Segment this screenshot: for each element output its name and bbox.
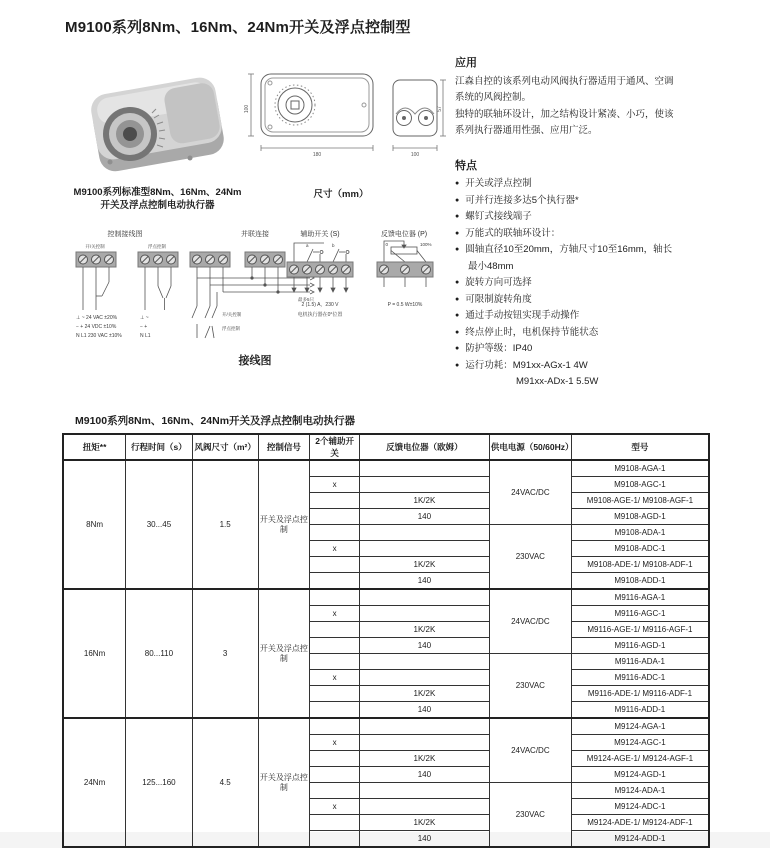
bullet-icon: ● bbox=[455, 295, 460, 303]
pot-leads bbox=[384, 277, 426, 287]
potentiometer-cell bbox=[359, 654, 489, 670]
bullet-icon: ● bbox=[455, 279, 460, 286]
torque-cell: 8Nm bbox=[63, 460, 126, 589]
control-wiring-title: 控制接线图 bbox=[107, 231, 143, 238]
bullet-icon: ● bbox=[455, 345, 460, 352]
model-cell: M9116-ADE-1/ M9116-ADF-1 bbox=[571, 686, 709, 702]
potentiometer-cell bbox=[359, 799, 489, 815]
dimensions-caption: 尺寸（mm） bbox=[313, 189, 369, 200]
aux-switch-cell bbox=[310, 751, 360, 767]
supply-cell: 230VAC bbox=[489, 783, 571, 848]
application-heading: 应用 bbox=[455, 57, 477, 69]
bus-wires bbox=[192, 267, 314, 338]
control-signal-cell: 开关及浮点控制 bbox=[258, 460, 310, 589]
model-cell: M9116-AGC-1 bbox=[571, 606, 709, 622]
model-cell: M9116-AGE-1/ M9116-AGF-1 bbox=[571, 622, 709, 638]
application-line: 江森自控的该系列电动风阀执行器适用于通风、空调 bbox=[455, 75, 674, 87]
aux-switch-cell bbox=[310, 493, 360, 509]
dim-side-height: 57 bbox=[437, 106, 443, 112]
model-cell: M9116-ADC-1 bbox=[571, 670, 709, 686]
aux-switch-cell bbox=[310, 460, 360, 477]
model-cell: M9108-AGA-1 bbox=[571, 460, 709, 477]
right-column bbox=[455, 55, 747, 391]
feature-item bbox=[455, 209, 747, 226]
potentiometer-cell: 140 bbox=[359, 702, 489, 719]
aux-a-label: a bbox=[306, 243, 309, 248]
supply-cell: 230VAC bbox=[489, 654, 571, 719]
feature-item bbox=[455, 308, 747, 325]
feature-text: 终点停止时，电机保持节能状态 bbox=[465, 326, 599, 338]
aux-switch-cell bbox=[310, 525, 360, 541]
feature-text: 可并行连接多达5个执行器* bbox=[465, 194, 579, 206]
supply-row: N L1 230 VAC ±10% bbox=[76, 333, 122, 339]
aux-switch-cell bbox=[310, 557, 360, 573]
bullet-icon: ● bbox=[455, 196, 460, 204]
potentiometer-cell: 1K/2K bbox=[359, 622, 489, 638]
column-header: 行程时间（s） bbox=[126, 434, 193, 460]
feature-text: 开关或浮点控制 bbox=[465, 178, 532, 189]
table-body bbox=[63, 460, 709, 847]
pot-title: 反馈电位器 (P) bbox=[380, 231, 428, 238]
potentiometer-cell bbox=[359, 541, 489, 557]
bullet-icon: ● bbox=[455, 328, 460, 336]
feature-item bbox=[455, 292, 747, 309]
parallel-connection-diagram bbox=[190, 229, 314, 338]
application-line: 系统的风阀控制。 bbox=[455, 92, 532, 103]
potentiometer-cell bbox=[359, 477, 489, 493]
potentiometer-cell: 1K/2K bbox=[359, 557, 489, 573]
model-cell: M9124-AGC-1 bbox=[571, 735, 709, 751]
terminal-block bbox=[287, 262, 353, 277]
wiring-caption: 接线图 bbox=[238, 355, 272, 367]
aux-switch-cell bbox=[310, 638, 360, 654]
potentiometer-cell: 140 bbox=[359, 509, 489, 525]
feature-text: 螺钉式接线端子 bbox=[465, 211, 532, 222]
aux-switch-cell bbox=[310, 686, 360, 702]
aux-switch-cell bbox=[310, 815, 360, 831]
model-cell: M9116-ADA-1 bbox=[571, 654, 709, 670]
control-wiring-diagram bbox=[76, 229, 178, 339]
control-signal-cell: 开关及浮点控制 bbox=[258, 589, 310, 718]
terminal-block bbox=[76, 252, 116, 267]
feature-text: 万能式的联轴环设计： bbox=[465, 227, 561, 239]
supply-cell: 24VAC/DC bbox=[489, 718, 571, 783]
supply-cell: 230VAC bbox=[489, 525, 571, 590]
aux-rating: 2 (1.5) A，230 V bbox=[301, 302, 339, 308]
model-cell: M9124-ADC-1 bbox=[571, 799, 709, 815]
aux-switch-cell bbox=[310, 831, 360, 848]
model-cell: M9108-ADD-1 bbox=[571, 573, 709, 590]
page-title: M9100系列8Nm、16Nm、24Nm开关及浮点控制型 bbox=[65, 19, 411, 36]
parallel-floating-label: 浮点控制 bbox=[222, 326, 240, 331]
column-header: 扭矩** bbox=[63, 434, 126, 460]
application-text bbox=[455, 74, 747, 140]
model-cell: M9108-AGC-1 bbox=[571, 477, 709, 493]
feature-text: 通过手动按钮实现手动操作 bbox=[465, 310, 580, 321]
front-view bbox=[261, 74, 373, 136]
parallel-onoff-label: 开/关控制 bbox=[222, 312, 242, 317]
bullet-icon: ● bbox=[455, 312, 460, 319]
dim-front-width: 180 bbox=[312, 152, 322, 158]
feature-text: 防护等级：IP40 bbox=[465, 343, 533, 354]
model-cell: M9116-AGA-1 bbox=[571, 589, 709, 606]
model-cell: M9124-AGD-1 bbox=[571, 767, 709, 783]
feature-item bbox=[455, 325, 747, 342]
aux-switch-cell: x bbox=[310, 799, 360, 815]
dim-side-width: 100 bbox=[410, 152, 420, 158]
supply-cell: 24VAC/DC bbox=[489, 460, 571, 525]
model-cell: M9124-AGA-1 bbox=[571, 718, 709, 735]
features-list bbox=[455, 176, 747, 391]
table-header bbox=[63, 434, 709, 460]
bullet-icon: ● bbox=[455, 213, 460, 220]
aux-switch-cell: x bbox=[310, 541, 360, 557]
feature-item bbox=[455, 193, 747, 210]
aux-switch-cell bbox=[310, 622, 360, 638]
model-cell: M9108-ADC-1 bbox=[571, 541, 709, 557]
aux-switch-cell: x bbox=[310, 606, 360, 622]
aux-wires bbox=[294, 243, 349, 262]
feature-item bbox=[455, 242, 747, 259]
pot-rating: P = 0.5 W±10% bbox=[387, 302, 423, 308]
potentiometer-cell bbox=[359, 460, 489, 477]
model-cell: M9116-ADD-1 bbox=[571, 702, 709, 719]
side-view bbox=[393, 80, 437, 136]
product-photo bbox=[72, 52, 237, 184]
column-header: 2个辅助开关 bbox=[310, 434, 360, 460]
column-header: 风阀尺寸（m²） bbox=[192, 434, 258, 460]
aux-switch-cell bbox=[310, 654, 360, 670]
potentiometer-cell: 1K/2K bbox=[359, 686, 489, 702]
supply-row: − + bbox=[140, 324, 148, 330]
aux-b-label: b bbox=[332, 243, 335, 248]
aux-switch-cell: x bbox=[310, 670, 360, 686]
aux-title: 辅助开关 (S) bbox=[300, 231, 340, 238]
model-cell: M9108-ADE-1/ M9108-ADF-1 bbox=[571, 557, 709, 573]
damper-size-cell: 4.5 bbox=[192, 718, 258, 847]
screw bbox=[108, 160, 113, 165]
model-cell: M9124-ADE-1/ M9124-ADF-1 bbox=[571, 815, 709, 831]
potentiometer-cell: 140 bbox=[359, 573, 489, 590]
wiring-diagrams bbox=[62, 226, 447, 371]
aux-note: 电机执行器在0°位置 bbox=[297, 312, 343, 318]
feature-text: 运行功耗：M91xx-AGx-1 4W bbox=[465, 359, 588, 371]
terminal-block bbox=[138, 252, 178, 267]
parallel-title: 并联连接 bbox=[241, 231, 269, 238]
column-header: 反馈电位器（欧姆） bbox=[359, 434, 489, 460]
feature-item bbox=[455, 275, 747, 292]
aux-switch-cell bbox=[310, 573, 360, 590]
aux-switch-cell bbox=[310, 783, 360, 799]
photo-caption-line2: 开关及浮点控制电动执行器 bbox=[100, 200, 215, 211]
application-line: 独特的联轴环设计，加之结构设计紧凑、小巧，使该 bbox=[455, 108, 674, 120]
dimension-drawing bbox=[243, 66, 448, 178]
feature-item bbox=[455, 176, 747, 193]
feature-item bbox=[455, 226, 747, 243]
column-header: 型号 bbox=[571, 434, 709, 460]
torque-cell: 16Nm bbox=[63, 589, 126, 718]
column-header: 控制信号 bbox=[258, 434, 310, 460]
auxiliary-switch-diagram bbox=[287, 229, 353, 318]
potentiometer-cell bbox=[359, 606, 489, 622]
table-row bbox=[63, 460, 709, 477]
supply-row: ⊥ ~ 24 VAC ±20% bbox=[76, 315, 118, 321]
table-title: M9100系列8Nm、16Nm、24Nm开关及浮点控制电动执行器 bbox=[75, 415, 356, 427]
control-signal-cell: 开关及浮点控制 bbox=[258, 718, 310, 847]
floating-label: 浮点控制 bbox=[148, 244, 166, 249]
model-cell: M9108-ADA-1 bbox=[571, 525, 709, 541]
model-cell: M9124-AGE-1/ M9124-AGF-1 bbox=[571, 751, 709, 767]
table-row bbox=[63, 718, 709, 735]
aux-leads bbox=[292, 277, 348, 292]
damper-size-cell: 1.5 bbox=[192, 460, 258, 589]
feature-text: 可限制旋转角度 bbox=[465, 293, 532, 305]
travel-time-cell: 125...160 bbox=[126, 718, 193, 847]
screw bbox=[188, 156, 193, 161]
column-header: 供电电源（50/60Hz） bbox=[489, 434, 571, 460]
features-heading: 特点 bbox=[455, 159, 477, 172]
terminal-block bbox=[190, 252, 230, 267]
model-cell: M9108-AGE-1/ M9108-AGF-1 bbox=[571, 493, 709, 509]
aux-switch-cell: x bbox=[310, 735, 360, 751]
aux-switch-cell bbox=[310, 509, 360, 525]
application-line: 系列执行器通用性强、应用广泛。 bbox=[455, 125, 598, 136]
terminal-block bbox=[245, 252, 285, 267]
potentiometer-cell bbox=[359, 670, 489, 686]
model-cell: M9108-AGD-1 bbox=[571, 509, 709, 525]
side-dim-lines bbox=[393, 80, 446, 151]
potentiometer-cell: 140 bbox=[359, 638, 489, 654]
photo-caption bbox=[60, 186, 255, 212]
supply-row: N L1 bbox=[140, 333, 151, 339]
bullet-icon: ● bbox=[455, 180, 460, 187]
potentiometer-cell bbox=[359, 783, 489, 799]
aux-switch-cell bbox=[310, 589, 360, 606]
potentiometer-cell bbox=[359, 589, 489, 606]
model-table bbox=[62, 433, 710, 848]
model-cell: M9124-ADD-1 bbox=[571, 831, 709, 848]
feature-item bbox=[455, 341, 747, 358]
feature-item bbox=[455, 358, 747, 375]
potentiometer-cell: 140 bbox=[359, 767, 489, 783]
photo-caption-line1: M9100系列标准型8Nm、16Nm、24Nm bbox=[73, 187, 242, 198]
supply-cell: 24VAC/DC bbox=[489, 589, 571, 654]
bullet-icon: ● bbox=[455, 361, 460, 369]
model-cell: M9116-AGD-1 bbox=[571, 638, 709, 654]
potentiometer-cell bbox=[359, 735, 489, 751]
pot-zero-label: 0 bbox=[385, 242, 388, 247]
potentiometer-cell: 1K/2K bbox=[359, 493, 489, 509]
supply-row: ⊥ ~ bbox=[140, 315, 149, 321]
supply-row: − + 24 VDC ±10% bbox=[76, 324, 117, 330]
dim-front-height: 100 bbox=[244, 104, 250, 114]
max-units-label: 最多5只 bbox=[297, 297, 314, 302]
travel-time-cell: 80...110 bbox=[126, 589, 193, 718]
terminal-block bbox=[377, 262, 433, 277]
onoff-label: 开/关控制 bbox=[85, 244, 105, 249]
model-cell: M9124-ADA-1 bbox=[571, 783, 709, 799]
feature-text: 旋转方向可选择 bbox=[465, 277, 532, 288]
feedback-pot-diagram bbox=[377, 229, 433, 308]
travel-time-cell: 30...45 bbox=[126, 460, 193, 589]
potentiometer-cell bbox=[359, 525, 489, 541]
feature-text: 圆轴直径10至20mm，方轴尺寸10至16mm，轴长 bbox=[465, 244, 673, 255]
damper-size-cell: 3 bbox=[192, 589, 258, 718]
feature-text-continued: M91xx-ADx-1 5.5W bbox=[516, 376, 599, 387]
potentiometer-cell: 1K/2K bbox=[359, 751, 489, 767]
pot-full-label: 100% bbox=[420, 242, 432, 247]
bullet-icon: ● bbox=[455, 246, 460, 253]
table-row bbox=[63, 589, 709, 606]
aux-switch-cell: x bbox=[310, 477, 360, 493]
potentiometer-cell bbox=[359, 718, 489, 735]
aux-switch-cell bbox=[310, 702, 360, 719]
control-wires bbox=[83, 267, 171, 310]
torque-cell: 24Nm bbox=[63, 718, 126, 847]
feature-text-continued: 最小48mm bbox=[468, 260, 514, 272]
bullet-icon: ● bbox=[455, 229, 460, 237]
aux-switch-cell bbox=[310, 767, 360, 783]
potentiometer-cell: 1K/2K bbox=[359, 815, 489, 831]
aux-switch-cell bbox=[310, 718, 360, 735]
potentiometer-cell: 140 bbox=[359, 831, 489, 848]
